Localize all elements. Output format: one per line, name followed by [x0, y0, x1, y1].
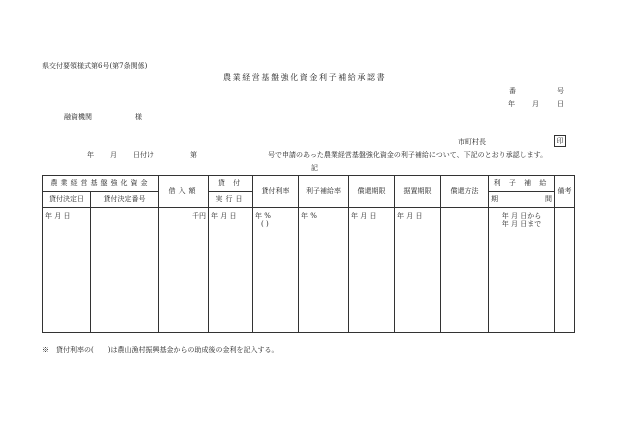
recipient-institution: 融資機関 [64, 113, 92, 121]
footnote: ※ 貸付利率の( )は農山漁村振興基金からの助成後の金利を記入する。 [42, 346, 279, 354]
col-loan-exec-top: 貸 付 [209, 176, 253, 192]
period-to: 年 月 日まで [501, 220, 542, 229]
recipient-honorific: 様 [135, 113, 142, 121]
rate-value: 年 % [255, 212, 271, 220]
page-title: 農業経営基盤強化資金利子補給承認書 [223, 73, 387, 82]
period-from: 年 月 日から [501, 212, 542, 220]
cell-subsidy-rate[interactable]: 年 % [299, 208, 349, 333]
date-year: 年 [508, 100, 515, 108]
body-text: 号で申請のあった農業経営基盤強化資金の利子補給について、下記のとおり承認します。 [268, 151, 548, 159]
cell-repay-method[interactable] [441, 208, 489, 333]
body-dated: 日付け [133, 151, 154, 159]
cell-repay-date[interactable]: 年 月 日 [349, 208, 395, 333]
issuer-mayor: 市町村長 [458, 138, 486, 146]
number-suffix: 号 [557, 87, 564, 95]
col-interest-rate: 貸付利率 [253, 176, 299, 208]
form-id: 県交付要領様式第6号(第7条関係) [42, 62, 148, 70]
seal-mark: 印 [554, 135, 566, 147]
cell-subsidy-period[interactable] [489, 208, 555, 333]
col-decision-number: 貸付決定番号 [91, 192, 159, 208]
date-day: 日 [557, 100, 564, 108]
col-loan-amount: 借入額 [159, 176, 209, 208]
body-month: 月 [110, 151, 117, 159]
cell-grace-date[interactable]: 年 月 日 [395, 208, 441, 333]
subsidy-period-ki: 期 [491, 195, 498, 204]
col-subsidy-period-top: 利 子 補 給 [489, 176, 555, 192]
loan-table [42, 175, 575, 333]
rate-paren: ( ) [261, 220, 269, 229]
number-label: 番 [509, 87, 516, 95]
date-month: 月 [532, 100, 539, 108]
group-header: 農業経営基盤強化資金 [43, 176, 159, 192]
cell-rate[interactable] [253, 208, 299, 333]
ki-label: 記 [311, 164, 318, 172]
cell-decision-number[interactable] [91, 208, 159, 333]
col-repay-period: 償還期限 [349, 176, 395, 208]
col-decision-date: 貸付決定日 [43, 192, 91, 208]
cell-amount-unit[interactable]: 千円 [159, 208, 209, 333]
col-loan-exec-bottom: 実行日 [209, 192, 253, 208]
col-remarks: 備考 [555, 176, 575, 208]
cell-exec-date[interactable]: 年 月 日 [209, 208, 253, 333]
subsidy-period-kan: 間 [545, 195, 552, 204]
col-grace-period: 据置期限 [395, 176, 441, 208]
body-dai: 第 [190, 151, 197, 159]
col-repay-method: 償還方法 [441, 176, 489, 208]
body-year: 年 [87, 151, 94, 159]
col-subsidy-period-bottom [489, 192, 555, 208]
cell-remarks[interactable] [555, 208, 575, 333]
cell-decision-date[interactable]: 年 月 日 [43, 208, 91, 333]
col-subsidy-rate: 利子補給率 [299, 176, 349, 208]
